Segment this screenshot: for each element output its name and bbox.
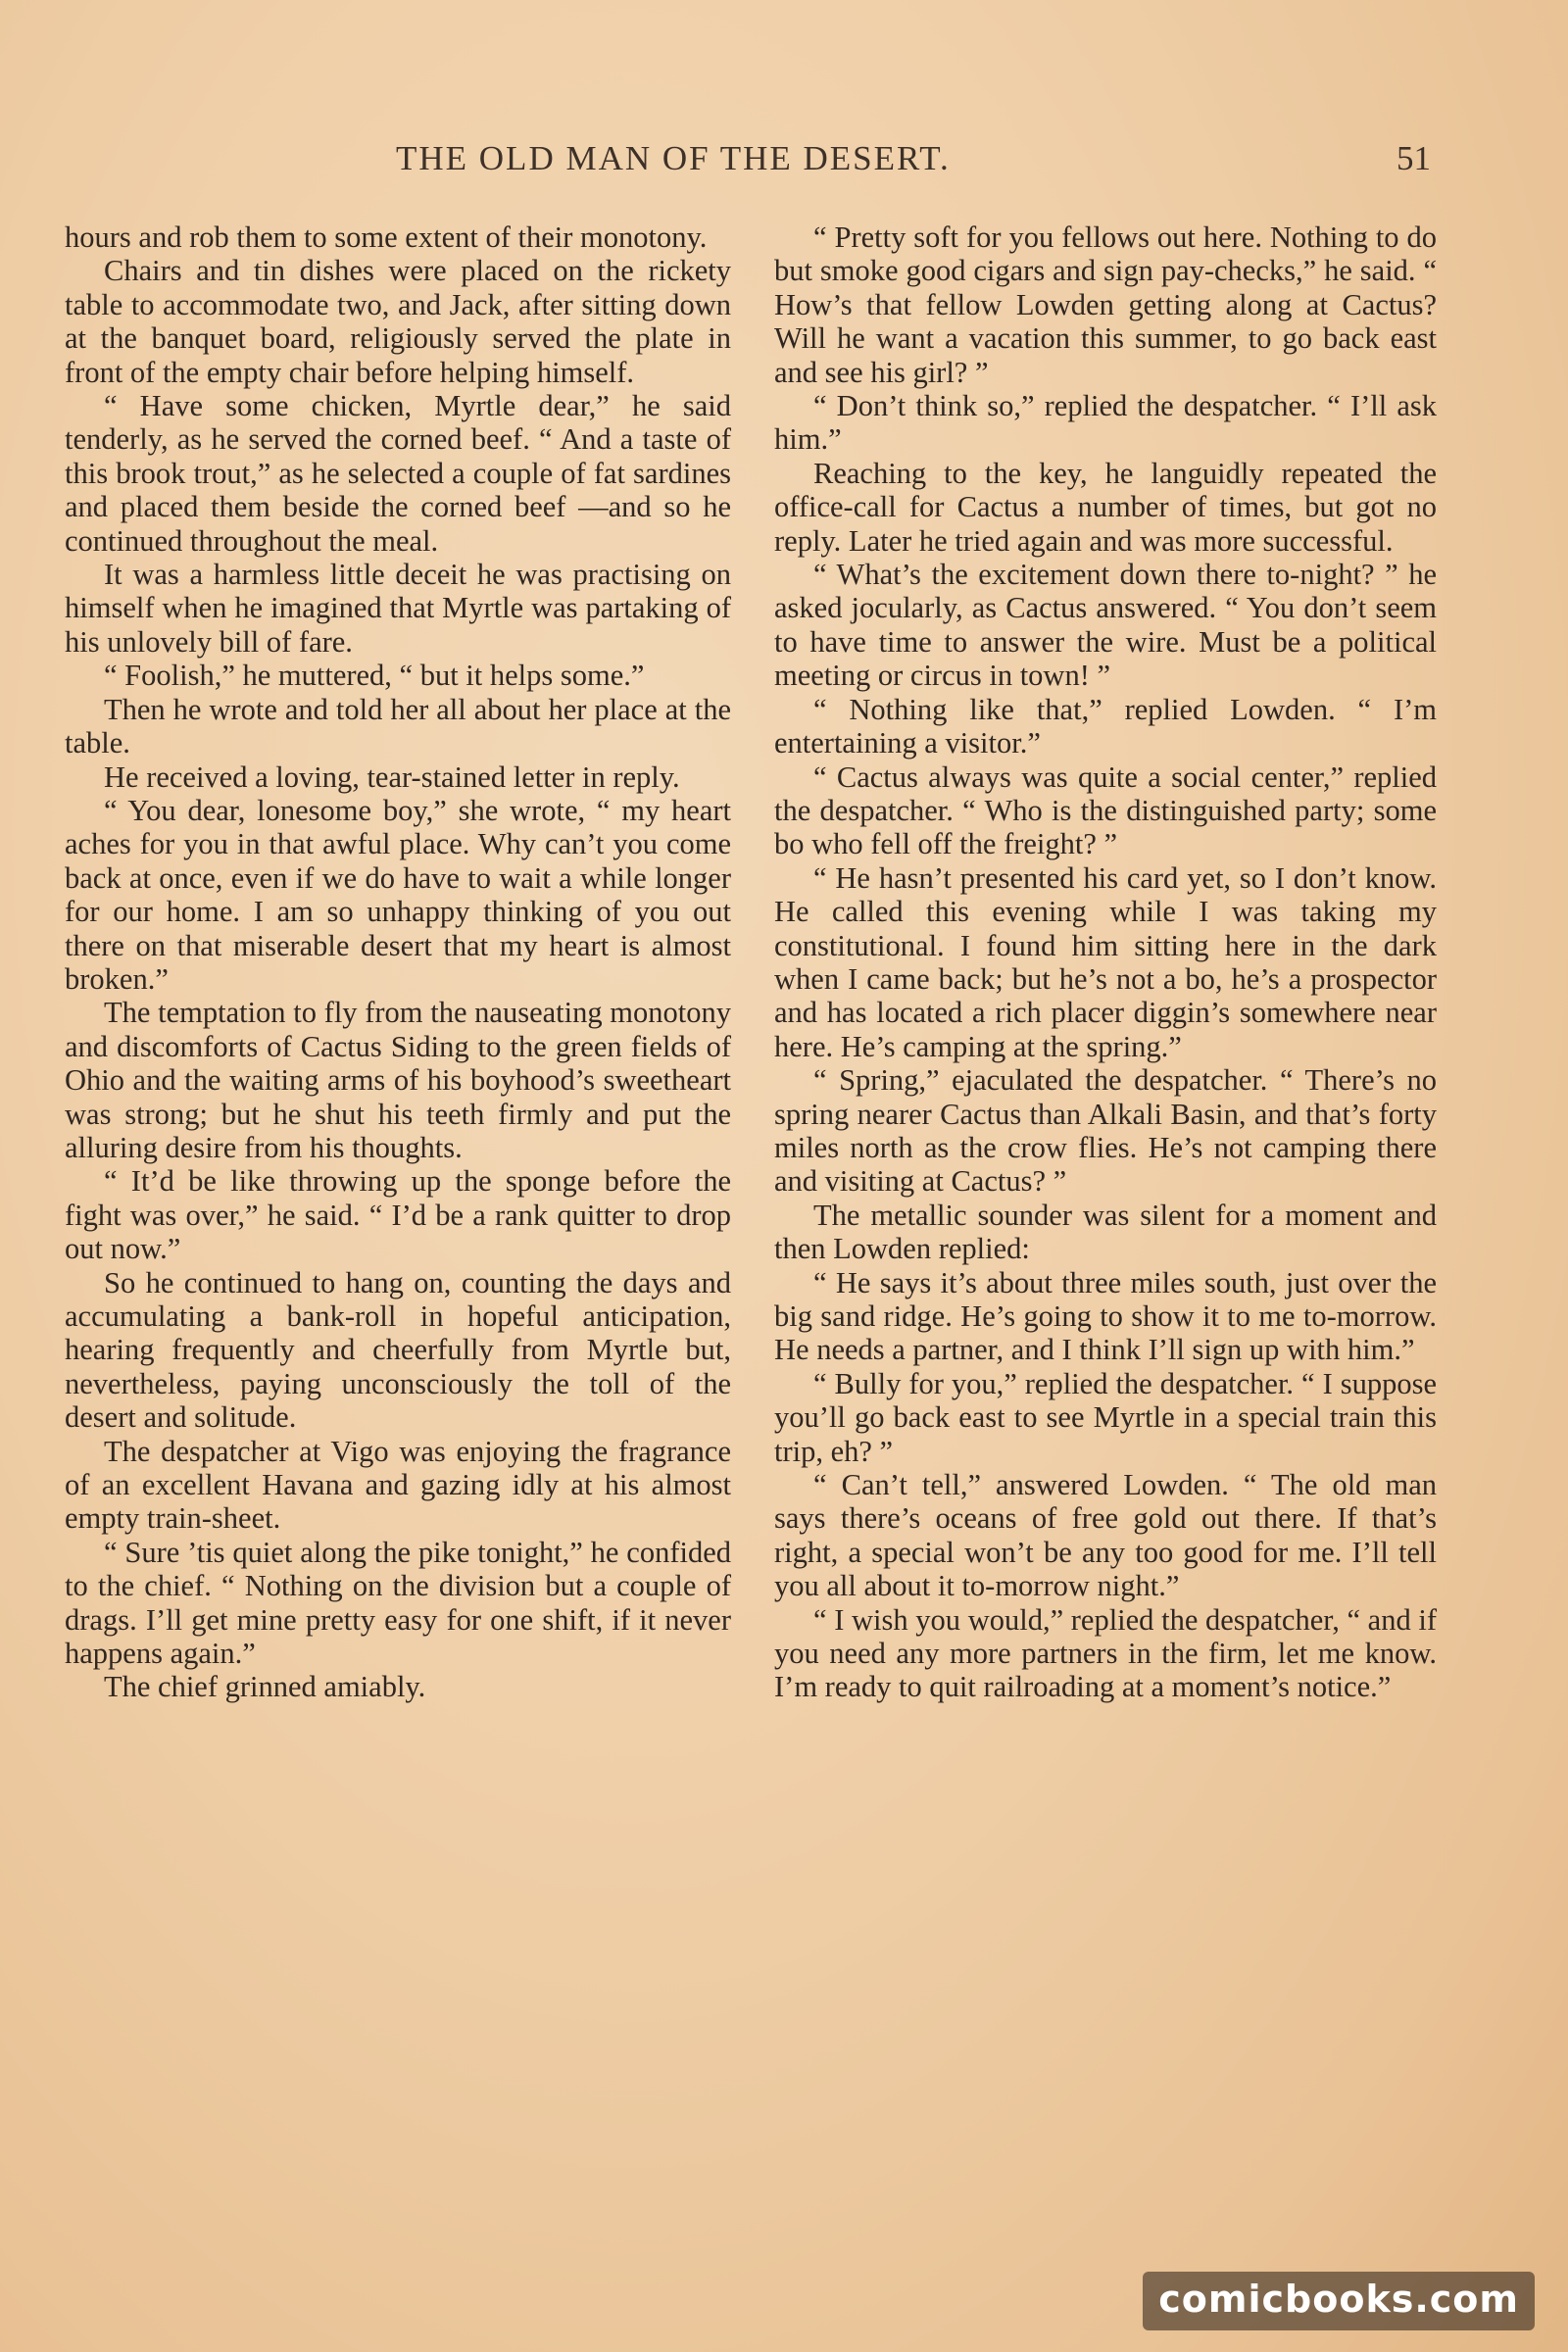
paragraph: “ You dear, lonesome boy,” she wrote, “ my heart aches for you in that awful place. Why can’t you come back at once, even if we do have to wait a while longer for our home. I am so unhappy thinking of you out there on that miserable desert that my heart is almost broken.” [65, 793, 731, 996]
paragraph: “ He says it’s about three miles south, just over the big sand ridge. He’s going to show it to me to-morrow. He needs a partner, and I think I’ll sign up with him.” [774, 1265, 1437, 1367]
paragraph: “ It’d be like throwing up the sponge before the fight was over,” he said. “ I’d be a rank quitter to drop out now.” [65, 1164, 731, 1266]
paragraph: “ Cactus always was quite a social center,” replied the despatcher. “ Who is the distinguished party; some bo who fell off the freight? ” [774, 760, 1437, 861]
paragraph: It was a harmless little deceit he was practising on himself when he imagined that Myrtle was partaking of his unlovely bill of fare. [65, 558, 731, 659]
paragraph: So he continued to hang on, counting the days and accumulating a bank-roll in hopeful anticipation, hearing frequently and cheerfully from Myrtle but, nevertheless, paying unconsciously the toll of the desert and solitude. [65, 1265, 731, 1435]
paragraph: The chief grinned amiably. [104, 1670, 426, 1704]
paragraph: “ Bully for you,” replied the despatcher. “ I suppose you’ll go back east to see Myrtle in a special train this trip, eh? ” [774, 1366, 1437, 1468]
paragraph: The despatcher at Vigo was enjoying the fragrance of an excellent Havana and gazing idly at his almost empty train-sheet. [65, 1434, 731, 1536]
paragraph: Chairs and tin dishes were placed on the rickety table to accommodate two, and Jack, after sitting down at the banquet board, religiously served the plate in front of the empty chair before helping himself. [65, 254, 731, 389]
paragraph: “ Can’t tell,” answered Lowden. “ The old man says there’s oceans of free gold out there. If that’s right, a special won’t be any too good for me. I’ll tell you all about it to-morrow night.” [774, 1468, 1437, 1603]
paragraph: He received a loving, tear-stained letter in reply. [104, 760, 680, 794]
paragraph: Reaching to the key, he languidly repeated the office-call for Cactus a number of times, but got no reply. Later he tried again and was more successful. [774, 456, 1437, 558]
running-title: THE OLD MAN OF THE DESERT. [396, 139, 951, 177]
site-watermark: comicbooks.com [1143, 2272, 1535, 2330]
paragraph: hours and rob them to some extent of their monotony. [65, 220, 708, 254]
paragraph: Then he wrote and told her all about her place at the table. [65, 692, 731, 760]
paragraph: “ What’s the excitement down there to-night? ” he asked jocularly, as Cactus answered. “ You don’t seem to have time to answer the wire. Must be a political meeting or circus in town! ” [774, 558, 1437, 693]
paragraph: “ Don’t think so,” replied the despatcher. “ I’ll ask him.” [774, 389, 1437, 457]
paragraph: “ He hasn’t presented his card yet, so I don’t know. He called this evening while I was taking my constitutional. I found him sitting here in the dark when I came back; but he’s not a bo, he’s a prospector and has located a rich placer diggin’s somewhere near here. He’s camping at the spring.” [774, 860, 1437, 1063]
paragraph: The temptation to fly from the nauseating monotony and discomforts of Cactus Siding to the green fields of Ohio and the waiting arms of his boyhood’s sweetheart was strong; but he shut his teeth firmly and put the alluring desire from his thoughts. [65, 996, 731, 1164]
page-number: 51 [1396, 139, 1431, 177]
paragraph: “ Have some chicken, Myrtle dear,” he said tenderly, as he served the corned beef. “ And a taste of this brook trout,” as he selected a couple of fat sardines and placed them beside the corned beef —and so he continued throughout the meal. [65, 389, 731, 558]
left-column [65, 220, 731, 1704]
paragraph: “ Foolish,” he muttered, “ but it helps some.” [104, 659, 645, 693]
right-column [774, 220, 1437, 1704]
paragraph: The metallic sounder was silent for a moment and then Lowden replied: [774, 1198, 1437, 1266]
page-header [0, 139, 1568, 188]
paragraph: “ Pretty soft for you fellows out here. Nothing to do but smoke good cigars and sign pay-checks,” he said. “ How’s that fellow Lowden getting along at Cactus? Will he want a vacation this summer, to go back east and see his girl? ” [774, 220, 1437, 389]
paragraph: “ Nothing like that,” replied Lowden. “ I’m entertaining a visitor.” [774, 692, 1437, 760]
paragraph: “ I wish you would,” replied the despatcher, “ and if you need any more partners in the firm, let me know. I’m ready to quit railroading at a moment’s notice.” [774, 1602, 1437, 1704]
paragraph: “ Spring,” ejaculated the despatcher. “ There’s no spring nearer Cactus than Alkali Basin, and that’s forty miles north as the crow flies. He’s not camping there and visiting at Cactus? ” [774, 1063, 1437, 1199]
paragraph: “ Sure ’tis quiet along the pike tonight,” he confided to the chief. “ Nothing on the division but a couple of drags. I’ll get mine pretty easy for one shift, if it never happens again.” [65, 1535, 731, 1671]
